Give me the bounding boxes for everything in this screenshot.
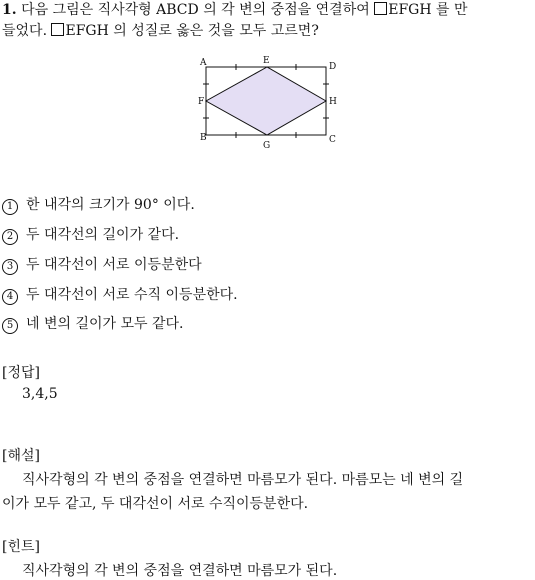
choice-1[interactable]	[2, 196, 195, 215]
label-b: B	[200, 133, 207, 143]
question-text-1: 다음 그림은 직사각형 ABCD 의 각 변의 중점을 연결하여	[21, 2, 370, 18]
question-box-text-1: EFGH	[388, 2, 432, 18]
hint-label: [힌트]	[2, 539, 40, 555]
label-a: A	[200, 58, 207, 68]
hint-line-1: 직사각형의 각 변의 중점을 연결하면 마름모가 된다.	[22, 563, 338, 579]
rectangle-rhombus-figure	[196, 54, 342, 154]
answer-value: 3,4,5	[22, 386, 58, 402]
question-text-2-tail: 의 성질로 옳은 것을 모두 고르면?	[113, 23, 319, 39]
question-line-1	[2, 1, 468, 19]
label-d: D	[329, 62, 337, 72]
answer-label: [정답]	[2, 365, 40, 381]
label-e: E	[263, 56, 270, 66]
choice-5[interactable]	[2, 315, 184, 334]
label-g: G	[263, 141, 271, 151]
explanation-label: [해설]	[2, 448, 40, 464]
choice-number-1: 1	[2, 199, 18, 215]
choice-3[interactable]	[2, 256, 202, 275]
choice-number-3: 3	[2, 259, 18, 275]
question-text-2-head: 들었다.	[2, 23, 48, 39]
rhombus-fill	[206, 67, 326, 135]
explanation-line-2: 이가 모두 같고, 두 대각선이 서로 수직이등분한다.	[2, 496, 309, 512]
choice-text-5: 네 변의 길이가 모두 같다.	[26, 316, 184, 332]
label-c: C	[329, 135, 336, 145]
explanation-line-1: 직사각형의 각 변의 중점을 연결하면 마름모가 된다. 마름모는 네 변의 길	[22, 472, 464, 488]
choice-text-3: 두 대각선이 서로 이등분한다	[26, 257, 202, 273]
choice-4[interactable]	[2, 286, 238, 305]
question-line-2	[2, 22, 319, 40]
choice-number-5: 5	[2, 318, 18, 334]
label-h: H	[329, 97, 337, 107]
choice-number-4: 4	[2, 289, 18, 305]
choice-text-2: 두 대각선의 길이가 같다.	[26, 227, 180, 243]
question-box-text-2: EFGH	[65, 23, 109, 39]
label-f: F	[198, 97, 205, 107]
question-number: 1.	[2, 2, 17, 18]
choice-text-4: 두 대각선이 서로 수직 이등분한다.	[26, 287, 238, 303]
choice-number-2: 2	[2, 229, 18, 245]
square-symbol-icon	[374, 2, 387, 15]
question-text-1-tail: 를 만	[436, 2, 468, 18]
choice-text-1: 한 내각의 크기가 90° 이다.	[26, 197, 195, 213]
choice-2[interactable]	[2, 226, 179, 245]
square-symbol-icon	[51, 23, 64, 36]
